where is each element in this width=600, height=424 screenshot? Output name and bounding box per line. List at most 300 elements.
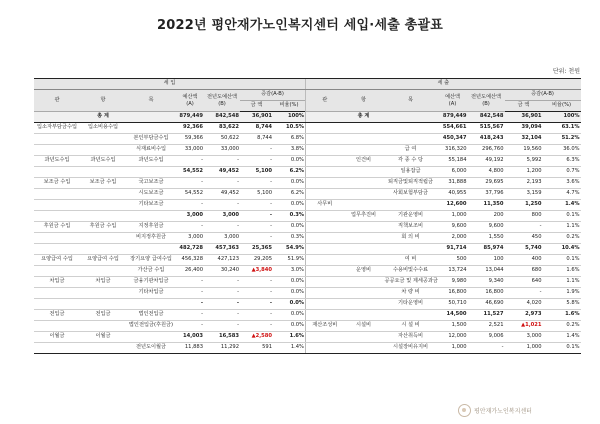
cell-hang (344, 123, 384, 134)
cell-prev: 100 (468, 255, 505, 266)
expense-row (306, 156, 581, 167)
cell-ratio: 1.1% (543, 222, 581, 233)
cell-gwan (306, 233, 344, 244)
cell-prev: - (204, 277, 240, 288)
cell-prev: 29,695 (468, 178, 505, 189)
cell-ratio: 0.0% (273, 277, 305, 288)
cell-ratio: 0.0% (273, 321, 305, 332)
revenue-row (34, 266, 305, 277)
cell-gwan (306, 332, 344, 343)
cell-budget: 3,000 (176, 233, 204, 244)
cell-hang: 보조금 수입 (80, 178, 126, 189)
col-ratio: 비율(%) (543, 101, 581, 112)
cell-diff: - (240, 211, 273, 222)
cell-diff: - (505, 288, 543, 299)
cell-ratio: 0.2% (543, 321, 581, 332)
cell-prev: - (204, 299, 240, 310)
cell-diff: - (240, 321, 273, 332)
cell-ratio: 1.4% (543, 332, 581, 343)
revenue-row (34, 167, 305, 178)
cell-mok: 장기요양 급여수입 (126, 255, 176, 266)
cell-gwan: 재산조성비 (306, 321, 344, 332)
revenue-row (34, 277, 305, 288)
expense-row (306, 123, 581, 134)
revenue-row (34, 189, 305, 200)
cell-diff: 2,193 (505, 178, 543, 189)
cell-gwan (34, 266, 80, 277)
expense-row (306, 189, 581, 200)
cell-ratio: 3.6% (543, 178, 581, 189)
cell-ratio: 6.8% (273, 134, 305, 145)
cell-ratio: 0.1% (543, 343, 581, 354)
cell-mok (384, 123, 438, 134)
cell-budget: 1,500 (438, 321, 468, 332)
cell-prev: 1,550 (468, 233, 505, 244)
cell-gwan (34, 200, 80, 211)
cell-hang (344, 134, 384, 145)
cell-gwan: 요양급여 수입 (34, 255, 80, 266)
cell-diff: - (240, 299, 273, 310)
cell-diff: 5,100 (240, 167, 273, 178)
cell-prev: 16,800 (468, 288, 505, 299)
cell-mok: 차 량 비 (384, 288, 438, 299)
cell-hang (344, 255, 384, 266)
cell-gwan (306, 266, 344, 277)
cell-prev: - (204, 178, 240, 189)
cell-diff: - (240, 233, 273, 244)
cell-ratio: 0.0% (273, 310, 305, 321)
cell-hang (344, 200, 384, 211)
expense-row (306, 222, 581, 233)
col-mok: 목 (384, 90, 438, 112)
cell-gwan: 과년도수입 (34, 156, 80, 167)
cell-budget: 31,888 (438, 178, 468, 189)
cell-prev: 4,800 (468, 167, 505, 178)
cell-mok (384, 134, 438, 145)
col-mok: 목 (126, 90, 176, 112)
cell-gwan: 이월금 (34, 332, 80, 343)
cell-diff: 591 (240, 343, 273, 354)
col-amount: 금 액 (505, 101, 543, 112)
col-gwan: 관 (34, 90, 80, 112)
cell-gwan (306, 222, 344, 233)
cell-budget: 9,600 (438, 222, 468, 233)
grand-total-ratio: 100% (273, 112, 305, 123)
cell-mok: 자산취득비 (384, 332, 438, 343)
cell-diff: - (240, 156, 273, 167)
cell-mok: 비지정후원금 (126, 233, 176, 244)
cell-diff: 25,365 (240, 244, 273, 255)
expense-row (306, 233, 581, 244)
col-hang: 항 (344, 90, 384, 112)
cell-diff: 32,104 (505, 134, 543, 145)
cell-ratio: 4.7% (543, 189, 581, 200)
grand-total-diff: 36,901 (505, 112, 543, 123)
cell-diff: 29,205 (240, 255, 273, 266)
cell-prev: 30,240 (204, 266, 240, 277)
expense-row (306, 288, 581, 299)
cell-ratio: 6.2% (273, 189, 305, 200)
cell-hang: 운영비 (344, 266, 384, 277)
cell-prev: 3,000 (204, 233, 240, 244)
cell-gwan (34, 189, 80, 200)
cell-gwan (306, 156, 344, 167)
cell-ratio: 0.3% (273, 211, 305, 222)
revenue-row (34, 233, 305, 244)
cell-hang: 업무추진비 (344, 211, 384, 222)
col-ratio: 비율(%) (273, 101, 305, 112)
col-gwan: 관 (306, 90, 344, 112)
cell-budget: 450,347 (438, 134, 468, 145)
cell-hang (80, 233, 126, 244)
footer-org-name: 평안재가노인복지센터 (474, 408, 532, 415)
cell-budget: - (176, 277, 204, 288)
cell-ratio: 63.1% (543, 123, 581, 134)
cell-hang (344, 310, 384, 321)
footer-seal (458, 404, 532, 417)
cell-prev: 457,363 (204, 244, 240, 255)
cell-mok (126, 299, 176, 310)
cell-budget: - (176, 200, 204, 211)
cell-hang: 입소비용수입 (80, 123, 126, 134)
cell-hang (344, 178, 384, 189)
expense-row (306, 200, 581, 211)
cell-mok (384, 244, 438, 255)
cell-mok: 기타운영비 (384, 299, 438, 310)
cell-prev: - (204, 288, 240, 299)
cell-prev: 296,760 (468, 145, 505, 156)
revenue-row (34, 211, 305, 222)
cell-gwan (306, 211, 344, 222)
cell-budget: 14,500 (438, 310, 468, 321)
cell-hang (344, 222, 384, 233)
cell-ratio: 36.0% (543, 145, 581, 156)
cell-mok: 일용잡급 (384, 167, 438, 178)
revenue-table (34, 78, 305, 354)
cell-hang (344, 233, 384, 244)
cell-prev: 9,006 (468, 332, 505, 343)
cell-hang (80, 145, 126, 156)
cell-mok: 본인부담금수입 (126, 134, 176, 145)
grand-total-prev: 842,548 (204, 112, 240, 123)
cell-prev: 11,350 (468, 200, 505, 211)
cell-diff: - (240, 178, 273, 189)
cell-gwan (306, 167, 344, 178)
grand-total-label: 총 계 (80, 112, 126, 123)
cell-mok: 기관운영비 (384, 211, 438, 222)
expense-row (306, 332, 581, 343)
cell-prev: 37,796 (468, 189, 505, 200)
revenue-row (34, 343, 305, 354)
cell-ratio: 0.1% (543, 211, 581, 222)
cell-ratio: 3.0% (273, 266, 305, 277)
cell-prev: - (204, 156, 240, 167)
cell-diff: ▲1,021 (505, 321, 543, 332)
cell-diff: ▲2,580 (240, 332, 273, 343)
cell-budget: 16,800 (438, 288, 468, 299)
expense-row (306, 299, 581, 310)
expense-row (306, 277, 581, 288)
revenue-row (34, 200, 305, 211)
cell-budget: - (176, 299, 204, 310)
cell-gwan (306, 310, 344, 321)
page-title: 2022년 평안재가노인복지센터 세입·세출 총괄표 (157, 18, 443, 33)
cell-budget: 12,600 (438, 200, 468, 211)
cell-gwan (306, 288, 344, 299)
cell-diff: 5,740 (505, 244, 543, 255)
cell-ratio: 0.1% (543, 255, 581, 266)
cell-mok (126, 244, 176, 255)
cell-ratio: 10.4% (543, 244, 581, 255)
revenue-row (34, 299, 305, 310)
cell-budget: 13,724 (438, 266, 468, 277)
cell-budget: 3,000 (176, 211, 204, 222)
cell-hang (80, 288, 126, 299)
cell-gwan (34, 343, 80, 354)
col-prev-budget: 전년도예산액 (B) (204, 90, 240, 112)
cell-budget: 2,000 (438, 233, 468, 244)
cell-hang (80, 211, 126, 222)
cell-ratio: 3.8% (273, 145, 305, 156)
cell-diff: 2,973 (505, 310, 543, 321)
cell-hang: 이월금 (80, 332, 126, 343)
cell-prev: - (468, 343, 505, 354)
revenue-row (34, 222, 305, 233)
cell-gwan (306, 244, 344, 255)
cell-budget: - (176, 288, 204, 299)
cell-mok (126, 332, 176, 343)
cell-budget: - (176, 310, 204, 321)
cell-mok (126, 211, 176, 222)
revenue-row (34, 123, 305, 134)
cell-budget: 91,714 (438, 244, 468, 255)
expense-section-header: 세 출 (306, 79, 581, 90)
cell-gwan: 입소자부담금수입 (34, 123, 80, 134)
cell-diff: 1,200 (505, 167, 543, 178)
cell-mok: 가산금 수입 (126, 266, 176, 277)
cell-gwan: 후원금 수입 (34, 222, 80, 233)
expense-row (306, 255, 581, 266)
revenue-row (34, 310, 305, 321)
expense-row (306, 134, 581, 145)
cell-prev: 50,622 (204, 134, 240, 145)
cell-budget: 12,000 (438, 332, 468, 343)
cell-hang (344, 332, 384, 343)
cell-hang: 시설비 (344, 321, 384, 332)
cell-hang (344, 288, 384, 299)
cell-ratio: 0.7% (543, 167, 581, 178)
cell-hang (80, 167, 126, 178)
cell-prev: 9,600 (468, 222, 505, 233)
grand-total-label: 총 계 (344, 112, 384, 123)
cell-budget: 33,000 (176, 145, 204, 156)
cell-gwan (306, 134, 344, 145)
cell-ratio: 0.2% (543, 233, 581, 244)
cell-hang (80, 299, 126, 310)
expense-row (306, 321, 581, 332)
cell-ratio: 5.8% (543, 299, 581, 310)
cell-prev: - (204, 321, 240, 332)
cell-mok: 금융기관차입금 (126, 277, 176, 288)
cell-budget: 26,400 (176, 266, 204, 277)
cell-prev: 13,044 (468, 266, 505, 277)
col-diff: 증감(A-B) (505, 90, 581, 101)
cell-mok: 식재료비수입 (126, 145, 176, 156)
cell-ratio: 1.4% (543, 200, 581, 211)
expense-row (306, 266, 581, 277)
cell-ratio: 0.0% (273, 288, 305, 299)
cell-budget: 1,000 (438, 211, 468, 222)
cell-mok: 기타보조금 (126, 200, 176, 211)
col-amount: 금 액 (240, 101, 273, 112)
cell-prev: 46,690 (468, 299, 505, 310)
cell-diff: 3,159 (505, 189, 543, 200)
cell-ratio: 51.2% (543, 134, 581, 145)
expense-row (306, 310, 581, 321)
cell-hang (80, 134, 126, 145)
revenue-row (34, 244, 305, 255)
cell-prev: 427,123 (204, 255, 240, 266)
cell-gwan (34, 167, 80, 178)
cell-diff: - (505, 222, 543, 233)
cell-diff: 8,744 (240, 134, 273, 145)
cell-ratio: 0.3% (273, 233, 305, 244)
grand-total-budget: 879,449 (438, 112, 468, 123)
cell-mok (126, 167, 176, 178)
cell-hang: 요양급여 수입 (80, 255, 126, 266)
cell-mok (126, 123, 176, 134)
cell-gwan (306, 343, 344, 354)
cell-ratio: 1.9% (543, 288, 581, 299)
revenue-row (34, 156, 305, 167)
cell-mok (384, 310, 438, 321)
cell-budget: 14,003 (176, 332, 204, 343)
cell-ratio: 1.6% (543, 266, 581, 277)
cell-mok: 전년도이월금 (126, 343, 176, 354)
cell-hang (80, 321, 126, 332)
cell-ratio: 1.1% (543, 277, 581, 288)
cell-hang (80, 189, 126, 200)
cell-diff: 1,000 (505, 343, 543, 354)
cell-gwan (306, 123, 344, 134)
cell-prev: 3,000 (204, 211, 240, 222)
revenue-rows (34, 123, 305, 354)
cell-gwan (34, 134, 80, 145)
cell-hang (80, 244, 126, 255)
cell-mok (384, 200, 438, 211)
cell-mok: 퇴직금및퇴직적립금 (384, 178, 438, 189)
cell-hang (344, 167, 384, 178)
cell-gwan (306, 178, 344, 189)
cell-budget: 55,184 (438, 156, 468, 167)
cell-mok: 여 비 (384, 255, 438, 266)
revenue-section-header: 세 입 (34, 79, 305, 90)
cell-ratio: 1.6% (273, 332, 305, 343)
cell-diff: 640 (505, 277, 543, 288)
cell-gwan (306, 255, 344, 266)
cell-prev: 49,192 (468, 156, 505, 167)
grand-total-diff: 36,901 (240, 112, 273, 123)
cell-hang (344, 299, 384, 310)
cell-gwan (306, 145, 344, 156)
cell-prev: 515,567 (468, 123, 505, 134)
cell-diff: - (240, 288, 273, 299)
cell-diff: - (240, 310, 273, 321)
cell-mok: 각 종 수 당 (384, 156, 438, 167)
cell-gwan (306, 189, 344, 200)
cell-ratio: 0.0% (273, 222, 305, 233)
cell-budget: - (176, 178, 204, 189)
expense-row (306, 343, 581, 354)
cell-mok: 기타차입금 (126, 288, 176, 299)
cell-diff: - (240, 277, 273, 288)
cell-budget: 54,552 (176, 189, 204, 200)
col-budget: 예산액 (A) (438, 90, 468, 112)
cell-budget: 6,000 (438, 167, 468, 178)
cell-gwan: 사무비 (306, 200, 344, 211)
cell-diff: 39,094 (505, 123, 543, 134)
cell-prev: 85,974 (468, 244, 505, 255)
cell-budget: 9,980 (438, 277, 468, 288)
cell-budget: 92,366 (176, 123, 204, 134)
cell-gwan (34, 145, 80, 156)
cell-hang (344, 145, 384, 156)
revenue-row (34, 288, 305, 299)
cell-prev: - (204, 200, 240, 211)
cell-hang (344, 343, 384, 354)
expense-row (306, 244, 581, 255)
cell-budget: 1,000 (438, 343, 468, 354)
cell-prev: 11,292 (204, 343, 240, 354)
cell-ratio: 1.4% (273, 343, 305, 354)
cell-diff: ▲3,840 (240, 266, 273, 277)
cell-ratio: 10.5% (273, 123, 305, 134)
col-budget: 예산액 (A) (176, 90, 204, 112)
expense-row (306, 211, 581, 222)
cell-diff: 680 (505, 266, 543, 277)
cell-budget: 456,328 (176, 255, 204, 266)
cell-mok: 시설장비유지비 (384, 343, 438, 354)
cell-ratio: 1.6% (543, 310, 581, 321)
cell-hang: 과년도수입 (80, 156, 126, 167)
cell-diff: 3,000 (505, 332, 543, 343)
cell-prev: 16,583 (204, 332, 240, 343)
grand-total-ratio: 100% (543, 112, 581, 123)
cell-mok: 회 의 비 (384, 233, 438, 244)
revenue-row (34, 134, 305, 145)
expense-rows (306, 123, 581, 354)
cell-ratio: 0.0% (273, 178, 305, 189)
expense-table (305, 78, 581, 354)
cell-prev: - (204, 310, 240, 321)
cell-diff: 5,100 (240, 189, 273, 200)
cell-mok: 수용비및수수료 (384, 266, 438, 277)
cell-ratio: 51.9% (273, 255, 305, 266)
cell-diff: 5,992 (505, 156, 543, 167)
cell-prev: 2,521 (468, 321, 505, 332)
col-hang: 항 (80, 90, 126, 112)
cell-hang (344, 189, 384, 200)
cell-diff: 19,560 (505, 145, 543, 156)
cell-gwan (34, 244, 80, 255)
cell-budget: 11,883 (176, 343, 204, 354)
cell-gwan (306, 299, 344, 310)
cell-budget: - (176, 156, 204, 167)
cell-gwan: 전입금 (34, 310, 80, 321)
cell-hang (80, 266, 126, 277)
cell-hang: 인건비 (344, 156, 384, 167)
cell-diff: - (240, 200, 273, 211)
